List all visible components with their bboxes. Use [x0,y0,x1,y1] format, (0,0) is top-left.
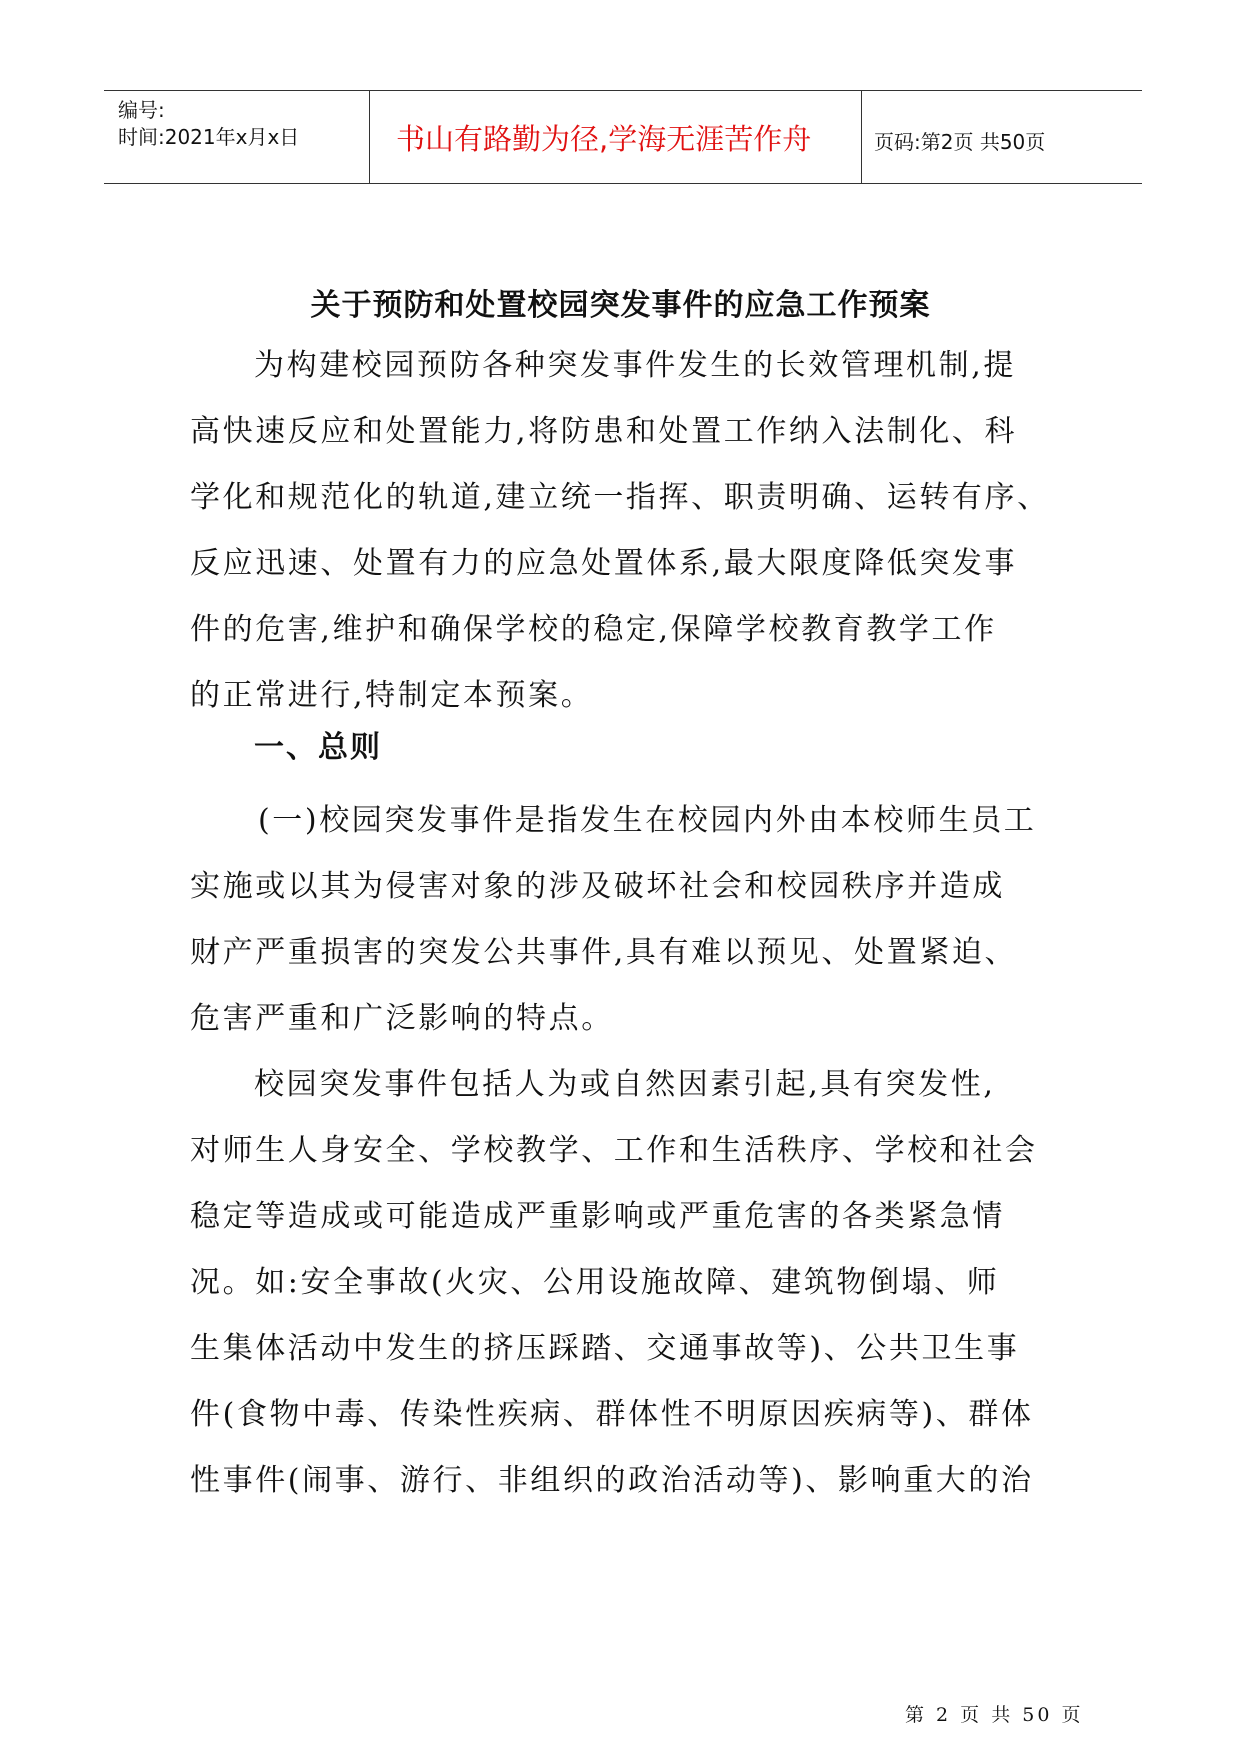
footer-page-number: 第 2 页 共 50 页 [905,1704,1084,1726]
text-line: 危害严重和广泛影响的特点。 [190,1001,614,1036]
motto-banner: 书山有路勤为径,学海无涯苦作舟 [396,122,812,156]
text-line: 为构建校园预防各种突发事件发生的长效管理机制,提 [254,348,1016,383]
general-paragraph-1 [190,788,1060,1052]
text-line: 稳定等造成或可能造成严重影响或严重危害的各类紧急情 [190,1199,1005,1234]
text-line: 生集体活动中发生的挤压踩踏、交通事故等)、公共卫生事 [190,1331,1020,1366]
section-heading-general: 一、总则 [254,730,382,765]
text-line: 实施或以其为侵害对象的涉及破坏社会和校园秩序并造成 [190,869,1005,904]
document-title: 关于预防和处置校园突发事件的应急工作预案 [310,288,931,323]
text-line: 性事件(闹事、游行、非组织的政治活动等)、影响重大的治 [190,1463,1034,1498]
header-bottom-rule [104,183,1142,184]
time-label: 时间:2021年x月x日 [118,125,300,149]
general-paragraph-2 [190,1052,1060,1514]
text-line: 高快速反应和处置能力,将防患和处置工作纳入法制化、科 [190,414,1018,449]
text-line: 件的危害,维护和确保学校的稳定,保障学校教育教学工作 [190,612,997,647]
serial-number-label: 编号: [118,98,165,122]
header-divider-left [369,90,370,183]
text-line: 财产严重损害的突发公共事件,具有难以预见、处置紧迫、 [190,935,1018,970]
text-line: 件(食物中毒、传染性疾病、群体性不明原因疾病等)、群体 [190,1397,1034,1432]
text-line: 反应迅速、处置有力的应急处置体系,最大限度降低突发事 [190,546,1018,581]
header-page-info: 页码:第2页 共50页 [874,130,1046,154]
text-line: 对师生人身安全、学校教学、工作和生活秩序、学校和社会 [190,1133,1038,1168]
text-line: 校园突发事件包括人为或自然因素引起,具有突发性, [254,1067,996,1102]
text-line: 况。如:安全事故(火灾、公用设施故障、建筑物倒塌、师 [190,1265,1000,1300]
header-divider-right [861,90,862,183]
intro-paragraph [190,333,1060,729]
text-line: (一)校园突发事件是指发生在校园内外由本校师生员工 [258,803,1037,838]
text-line: 的正常进行,特制定本预案。 [190,678,594,713]
text-line: 学化和规范化的轨道,建立统一指挥、职责明确、运转有序、 [190,480,1050,515]
header-top-rule [104,90,1142,91]
